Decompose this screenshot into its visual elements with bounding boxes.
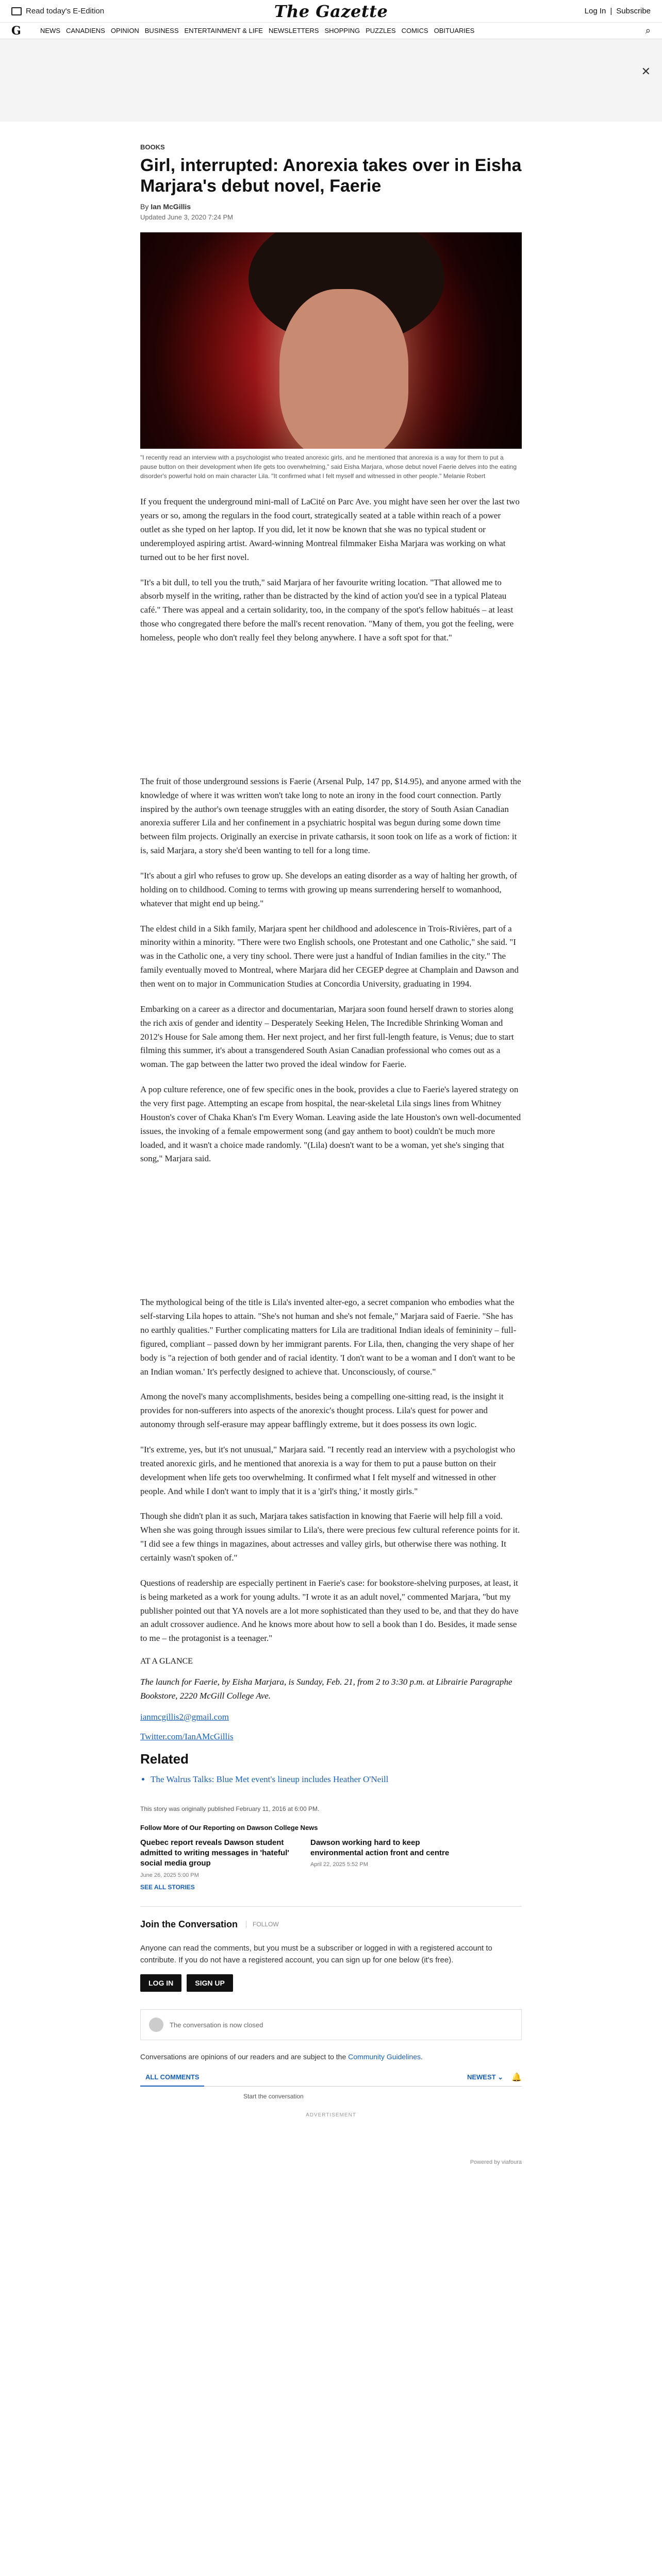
see-all-stories-link[interactable]: SEE ALL STORIES xyxy=(140,1883,195,1891)
story-card[interactable] xyxy=(310,1838,465,1878)
author-twitter-link[interactable]: Twitter.com/IanAMcGillis xyxy=(140,1731,234,1741)
login-link[interactable]: Log In xyxy=(584,7,606,15)
at-a-glance-text: The launch for Faerie, by Eisha Marjara, is Sunday, Feb. 21, from 2 to 3:30 p.m. at Librairie Paragraphe Bookstore, 2220 McGill College Ave. xyxy=(140,1677,512,1701)
advertisement-label: ADVERTISEMENT xyxy=(306,2112,356,2119)
nav-comics[interactable]: COMICS xyxy=(401,27,428,35)
section-label[interactable]: BOOKS xyxy=(140,143,165,151)
nav-entertainment[interactable]: ENTERTAINMENT & LIFE xyxy=(184,27,263,35)
conversation-closed xyxy=(140,2009,522,2040)
join-conversation xyxy=(140,1919,522,1930)
byline xyxy=(140,202,522,211)
closed-text: The conversation is now closed xyxy=(170,2021,263,2029)
search-icon[interactable]: ⌕ xyxy=(645,25,651,36)
story-date: April 22, 2025 5:52 PM xyxy=(310,1861,368,1868)
guidelines-prefix: Conversations are opinions of our readers and are subject to the xyxy=(140,2053,349,2061)
nav-canadiens[interactable]: CANADIENS xyxy=(66,27,105,35)
follow-heading: Follow More of Our Reporting on Dawson College News xyxy=(140,1823,318,1832)
auth-buttons xyxy=(140,1974,522,1992)
related-link[interactable]: • The Walrus Talks: Blue Met event's lineup includes Heather O'Neill xyxy=(151,1774,522,1785)
inline-ad-space xyxy=(140,1177,522,1296)
article-body xyxy=(140,495,522,1646)
story-card[interactable] xyxy=(140,1838,295,1878)
e-edition-icon xyxy=(11,7,22,15)
join-heading: Join the Conversation xyxy=(140,1919,238,1929)
follow-button[interactable]: FOLLOW xyxy=(246,1921,279,1928)
avatar xyxy=(149,2018,163,2032)
related-list xyxy=(140,1774,522,1785)
ad-banner xyxy=(0,39,662,122)
story-title[interactable]: Quebec report reveals Dawson student admitted to writing messages in 'hateful' social media group xyxy=(140,1838,289,1868)
top-bar xyxy=(0,0,662,23)
inline-ad-space xyxy=(140,656,522,775)
nav-obituaries[interactable]: OBITUARIES xyxy=(434,27,475,35)
headline: Girl, interrupted: Anorexia takes over in Eisha Marjara's debut novel, Faerie xyxy=(140,156,522,196)
login-button[interactable]: LOG IN xyxy=(140,1974,181,1992)
sort-dropdown[interactable]: NEWEST ⌄ xyxy=(467,2073,504,2081)
signup-button[interactable]: SIGN UP xyxy=(187,1974,233,1992)
paragraph: "It's a bit dull, to tell you the truth," said Marjara of her favourite writing location. "That allowed me to absorb myself in the writing, rather than be distracted by the kind of action you'd see in a typical Plateau café." There was appeal and a certain solidarity, too, in the company of the spot's fellow habitués – at least those who congregated there before the mall's recent renovation. "Many of them, you got the feeling, were homeless, people who don't really feel they belong anywhere. I have a soft spot for that." xyxy=(140,577,514,642)
start-conversation: Start the conversation xyxy=(243,2093,304,2100)
author-link[interactable]: Ian McGillis xyxy=(151,202,191,211)
main-nav xyxy=(0,23,662,39)
e-edition-label: Read today's E-Edition xyxy=(26,7,105,15)
follow-stories xyxy=(140,1838,522,1878)
nav-logo[interactable]: G xyxy=(11,24,21,38)
guidelines-note: Conversations are opinions of our readers and are subject to the Community Guidelines. xyxy=(140,2053,423,2061)
updated-date: Updated June 3, 2020 7:24 PM xyxy=(140,213,233,222)
auth-links: Log In | Subscribe xyxy=(584,7,651,15)
divider xyxy=(140,1906,522,1907)
paragraph: The fruit of those underground sessions is Faerie (Arsenal Pulp, 147 pp, $14.95), and anyone armed with the knowledge of where it was written won't take long to note an irony in the food court connection. Partly inspired by the author's own teenage struggles with an eating disorder, the story of South Asian Canadian anorexia sufferer Lila and her confinement in a psychiatric hospital was begun during some down time between film projects. Originally an exercise in private catharsis, it soon took on life as a work of fiction: it is, said Marjara, a story she'd been wanting to tell for a long time. xyxy=(140,776,521,856)
e-edition-link[interactable] xyxy=(11,7,104,15)
nav-business[interactable]: BUSINESS xyxy=(144,27,179,35)
paragraph: Embarking on a career as a director and documentarian, Marjara soon found herself drawn to stories along the rich axis of gender and identity – Desperately Seeking Helen, The Incredible Shrinking Woman and 2012's House for Sale among them. Her next project, and her first full-length feature, is Venus; due to start filming this summer, it's about a transgendered South Asian Canadian professional who comes out as a woman. The gap between the latter two proved the ideal window for Faerie. xyxy=(140,1004,514,1070)
paragraph: The eldest child in a Sikh family, Marjara spent her childhood and adolescence in Trois-Rivières, part of a minority within a minority. "There were two English schools, one Protestant and one Catholic," she said. "I was in the Catholic one, a very tiny school. There were just a handful of Indian families in the city." The family eventually moved to Montreal, where Marjara did her CEGEP degree at Champlain and Dawson and then went on to major in Communication Studies at Concordia University, graduating in 1994. xyxy=(140,923,519,989)
story-date: June 26, 2025 5:00 PM xyxy=(140,1872,199,1878)
paragraph: A pop culture reference, one of few specific ones in the book, provides a clue to Faerie's layered strategy on the very first page. Attempting an escape from hospital, the near-skeletal Lila sings lines from Whitney Houston's cover of Chaka Khan's I'm Every Woman. Leaving aside the late Houston's own well-documented issues, the invoking of a female empowerment song (and gay anthem to boot) couldn't be much more loaded, and it wasn't a choice made randomly. "(Lila) doesn't want to be a woman, yet she's singing that song," Marjara said. xyxy=(140,1084,521,1164)
byline-prefix: By xyxy=(140,202,151,211)
paragraph: "It's extreme, yes, but it's not unusual," Marjara said. "I recently read an interview with a psychologist who treated anorexic girls, and he mentioned that anorexia is a way for them to put a pause button on their development when life gets too overwhelming. It confirmed what I felt myself and witnessed in other people. And while I don't want to imply that it is a 'girl's thing,' it mostly girls." xyxy=(140,1445,516,1496)
nav-shopping[interactable]: SHOPPING xyxy=(324,27,360,35)
paragraph: The mythological being of the title is Lila's invented alter-ego, a secret companion who embodies what the self-starving Lila hopes to attain. "She's not human and she's not female," Marjara said of Faerie. "She has no earthly qualities." Further complicating matters for Lila are traditional Indian ideals of femininity – full-figured, compliant – passed down by her immigrant parents. For Lila, then, changing the very shape of her body is "a rejection of both gender and of racial identity. 'I don't want to be a woman and I don't want to be an Indian woman.' It's perfectly designed to achieve that. Unconsciously, of course." xyxy=(140,1297,517,1377)
join-text: Anyone can read the comments, but you must be a subscriber or logged in with a registered account to contribute. If you do not have a registered account, you can sign up for one below (it's free). xyxy=(140,1943,492,1964)
related-heading: Related xyxy=(140,1751,189,1767)
image-caption: "I recently read an interview with a psychologist who treated anorexic girls, and he mentioned that anorexia is a way for them to put a pause button on their development when life gets too overwhelming," said Eisha Marjara, whose debut novel Faerie delves into the eating disorder's powerful hold on main character Lila. "It confirmed what I felt myself and witnessed in other people." Melanie Robert xyxy=(140,454,517,480)
paragraph: "It's about a girl who refuses to grow up. She develops an eating disorder as a way of halting her growth, of holding on to childhood. Coming to terms with growing up means surrendering herself to womanhood, whatever that might end up being." xyxy=(140,870,517,908)
close-ad-icon[interactable]: ✕ xyxy=(641,65,651,78)
hero-image xyxy=(140,232,522,449)
paragraph: Questions of readership are especially pertinent in Faerie's case: for bookstore-shelving purposes, at least, it is being marketed as a work for young adults. "I wrote it as an adult novel," commented Marjara, "but my publisher pointed out that YA novels are a lot more sophisticated than they used to be, and that they do have an adult crossover audience. And he knows more about how to sell a book than I do. Besides, it made sense to me – the protagonist is a teenager." xyxy=(140,1578,519,1643)
community-guidelines-link[interactable]: Community Guidelines xyxy=(348,2053,421,2061)
bell-icon[interactable]: 🔔 xyxy=(511,2073,522,2082)
comment-tabs xyxy=(140,2068,522,2087)
subscribe-link[interactable]: Subscribe xyxy=(616,7,651,15)
author-email-link[interactable]: ianmcgillis2@gmail.com xyxy=(140,1711,229,1722)
site-logo[interactable]: The Gazette xyxy=(274,1,388,21)
at-a-glance-title: AT A GLANCE xyxy=(140,1657,193,1666)
nav-news[interactable]: NEWS xyxy=(40,27,60,35)
story-title[interactable]: Dawson working hard to keep environmental action front and centre xyxy=(310,1838,450,1858)
tab-all-comments[interactable]: ALL COMMENTS xyxy=(140,2068,204,2087)
powered-by: Powered by viafoura xyxy=(470,2159,522,2166)
original-publication: This story was originally published February 11, 2016 at 6:00 PM. xyxy=(140,1805,320,1812)
paragraph: Though she didn't plan it as such, Marjara takes satisfaction in knowing that Faerie will help fill a void. When she was going through issues similar to Lila's, there were precious few cultural reference points for it. "I did see a few things in magazines, about actresses and valley girls, but otherwise there was nothing. It certainly wasn't spoken of." xyxy=(140,1511,520,1563)
paragraph: Among the novel's many accomplishments, besides being a compelling one-sitting read, is the insight it provides for non-sufferers into aspects of the anorexic's thought process. Lila's quest for power and autonomy through self-erasure may appear bafflingly extreme, but it does possess its own logic. xyxy=(140,1392,504,1430)
nav-opinion[interactable]: OPINION xyxy=(110,27,139,35)
nav-newsletters[interactable]: NEWSLETTERS xyxy=(268,27,319,35)
nav-puzzles[interactable]: PUZZLES xyxy=(366,27,396,35)
nav-items xyxy=(40,27,474,35)
article xyxy=(140,143,522,2165)
paragraph: If you frequent the underground mini-mall of LaCité on Parc Ave. you might have seen her over the last two years or so, among the regulars in the food court, strategically seated at a table within reach of a power outlet as she typed on her laptop. If you did, let it now be known that she was no typical student or underemployed aspiring artist. Award-winning Montreal filmmaker Eisha Marjara was working on what turned out to be her first novel. xyxy=(140,497,520,562)
